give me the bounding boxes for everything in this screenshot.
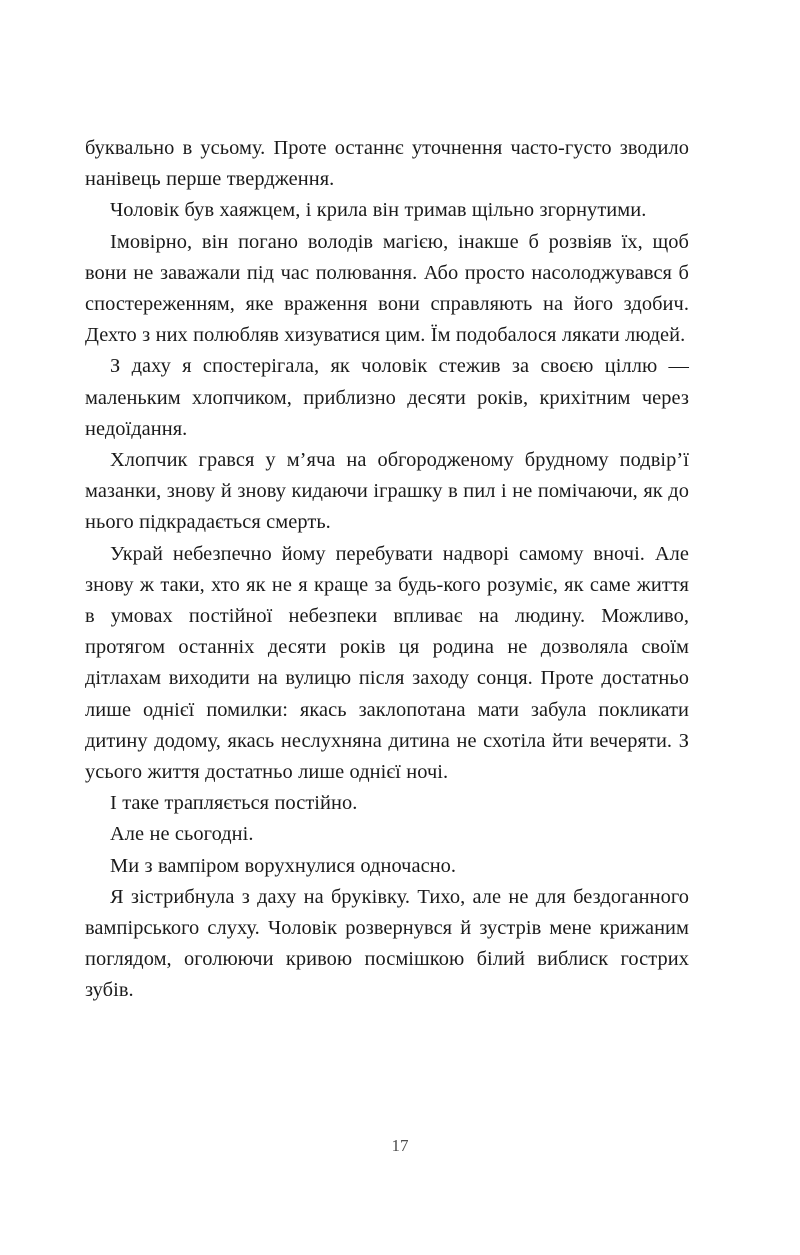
page-number: 17 <box>391 1136 409 1155</box>
paragraph: З даху я спостерігала, як чоловік стежив за своєю ціллю — маленьким хлопчиком, приблизно десяти років, крихітним через недоїдання. <box>85 355 689 440</box>
paragraph: Я зістрибнула з даху на бруківку. Тихо, але не для бездоганного вампірського слуху. Чоловік розвернувся й зустрів мене крижаним поглядом, оголюючи кривою посмішкою білий виблиск гострих зубів. <box>85 885 689 1002</box>
paragraph: Ми з вампіром ворухнулися одночасно. <box>110 854 457 877</box>
paragraph: Імовірно, він погано володів магією, інакше б розвіяв їх, щоб вони не заважали під час полювання. Або просто насолоджувався б спостереженням, яке враження вони справляють на його здобич. Дехто з них полюбляв хизуватися цим. Їм подобалося лякати людей. <box>85 230 689 347</box>
paragraph: Чоловік був хаяжцем, і крила він тримав щільно згорнутими. <box>110 199 647 222</box>
paragraph: Украй небезпечно йому перебувати надворі самому вночі. Але знову ж таки, хто як не я краще за будь-кого розуміє, як саме життя в умовах постійної небезпеки впливає на людину. Можливо, протягом останніх десяти років ця родина не дозволяла своїм дітлахам виходити на вулицю після заходу сонця. Проте достатньо лише однієї помилки: якась заклопотана мати забула покликати дитину додому, якась неслухняна дитина не схотіла йти вечеряти. З усього життя достатньо лише однієї ночі. <box>85 542 689 784</box>
page-text-block <box>85 133 689 1007</box>
paragraph: буквально в усьому. Проте останнє уточнення часто-густо зводило нанівець перше твердження. <box>85 137 689 191</box>
paragraph: Хлопчик грався у м’яча на обгородженому брудному подвір’ї мазанки, знову й знову кидаючи іграшку в пил і не помічаючи, як до нього підкрадається смерть. <box>85 449 689 534</box>
paragraph: І таке трапляється постійно. <box>110 792 358 815</box>
paragraph: Але не сьогодні. <box>110 823 254 846</box>
